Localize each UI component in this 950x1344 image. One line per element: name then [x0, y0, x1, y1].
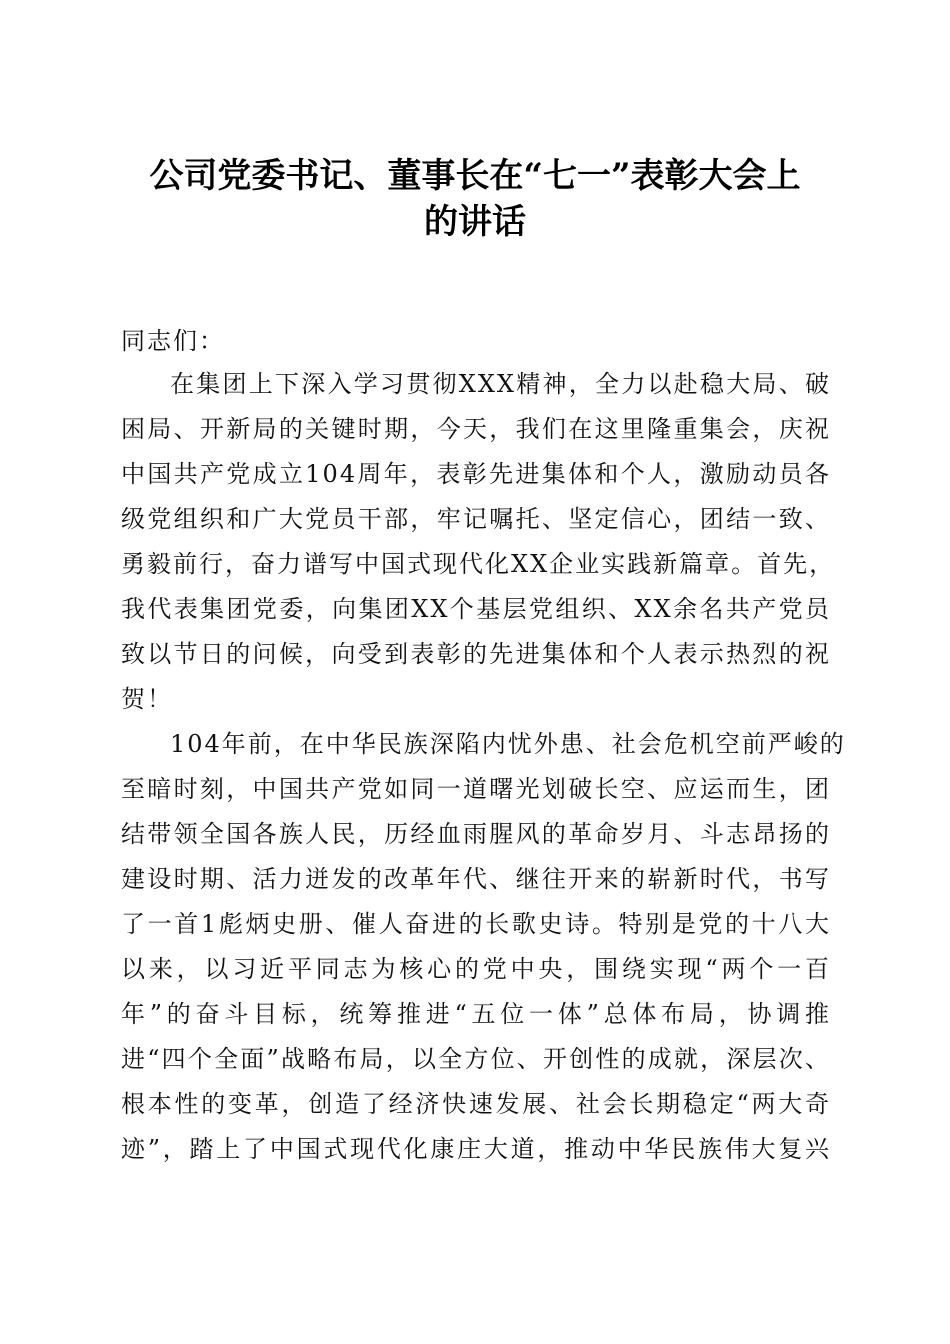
paragraph-1-line: 我代表集团党委，向集团XX个基层党组织、XX余名共产党员 — [121, 595, 831, 623]
paragraph-2-line: 了一首1彪炳史册、催人奋进的长歌史诗。特别是党的十八大 — [121, 910, 831, 938]
paragraph-2-line: 结带领全国各族人民，历经血雨腥风的革命岁月、斗志昂扬的 — [121, 820, 831, 848]
paragraph-2-line: 根本性的变革，创造了经济快速发展、社会长期稳定“两大奇 — [121, 1090, 831, 1118]
document-title-line-2: 的讲话 — [424, 202, 526, 242]
paragraph-2-line: 建设时期、活力迸发的改革年代、继往开来的崭新时代，书写 — [121, 865, 831, 893]
paragraph-2-line: 迹”，踏上了中国式现代化康庄大道，推动中华民族伟大复兴 — [121, 1135, 831, 1163]
paragraph-1-line: 困局、开新局的关键时期，今天，我们在这里隆重集会，庆祝 — [121, 415, 831, 443]
paragraph-1-line: 致以节日的问候，向受到表彰的先进集体和个人表示热烈的祝 — [121, 640, 831, 668]
paragraph-2-line: 至暗时刻，中国共产党如同一道曙光划破长空、应运而生，团 — [121, 775, 831, 803]
paragraph-1-line: 级党组织和广大党员干部，牢记嘱托、坚定信心，团结一致、 — [121, 505, 831, 533]
paragraph-2-line: 104年前，在中华民族深陷内忧外患、社会危机空前严峻的 — [170, 730, 846, 758]
paragraph-1-line: 在集团上下深入学习贯彻XXX精神，全力以赴稳大局、破 — [170, 370, 831, 398]
paragraph-1-line: 贺！ — [121, 685, 173, 713]
salutation: 同志们： — [121, 327, 225, 355]
paragraph-2-line: 以来，以习近平同志为核心的党中央，围绕实现“两个一百 — [121, 955, 831, 983]
document-title-line-1: 公司党委书记、董事长在“七一”表彰大会上 — [149, 156, 801, 196]
paragraph-1-line: 勇毅前行，奋力谱写中国式现代化XX企业实践新篇章。首先， — [121, 550, 836, 578]
paragraph-2-line: 进“四个全面”战略布局，以全方位、开创性的成就，深层次、 — [121, 1045, 831, 1073]
paragraph-2-line: 年”的奋斗目标，统筹推进“五位一体”总体布局，协调推 — [121, 1000, 831, 1028]
paragraph-1-line: 中国共产党成立104周年，表彰先进集体和个人，激励动员各 — [121, 460, 831, 488]
